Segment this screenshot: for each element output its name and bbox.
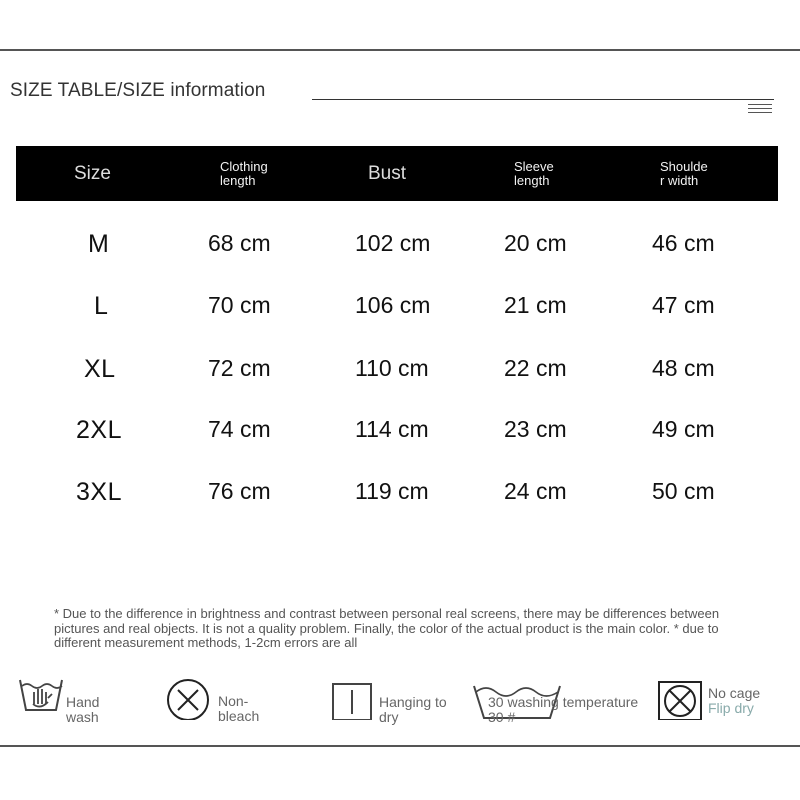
header-bust: Bust [368, 162, 407, 184]
care-no-tumble-dry: No cage Flip dry [657, 674, 777, 730]
cell-size: XL [84, 355, 116, 383]
disclaimer-note: * Due to the difference in brightness and contrast between personal real screens, there may be differences between pictures and real objects. It is not a quality problem. Finally, the color of the actual product is the main color. * due to different measurement methods, 1-2cm errors are all [54, 606, 720, 650]
cell-bust: 110 cm [355, 355, 429, 381]
cell-bust: 102 cm [355, 230, 431, 256]
care-hand-wash: Hand wash [18, 674, 128, 730]
care-wash-temperature: 30 washing temperature 30 # [472, 674, 652, 730]
menu-lines-icon [748, 104, 772, 114]
cell-bust: 119 cm [355, 478, 429, 504]
table-row [0, 416, 800, 456]
cell-shoulder: 49 cm [652, 416, 715, 442]
cell-size: 3XL [76, 478, 122, 506]
header-shoulder-width: Shoulde r width [660, 158, 708, 188]
header-size: Size [74, 162, 111, 184]
cell-sleeve: 21 cm [504, 292, 567, 318]
cell-shoulder: 47 cm [652, 292, 715, 318]
cell-size: M [88, 230, 110, 258]
cell-length: 76 cm [208, 478, 271, 504]
cell-sleeve: 23 cm [504, 416, 567, 442]
cell-size: L [94, 292, 109, 320]
cell-shoulder: 50 cm [652, 478, 715, 504]
cell-sleeve: 24 cm [504, 478, 567, 504]
table-row [0, 355, 800, 395]
header-sleeve-length: Sleeve length [514, 158, 554, 188]
hand-wash-icon [18, 674, 64, 716]
cell-length: 74 cm [208, 416, 271, 442]
cell-length: 72 cm [208, 355, 271, 381]
top-divider [0, 49, 800, 51]
header-clothing-length: Clothing length [220, 158, 268, 188]
hang-dry-icon [331, 674, 373, 720]
page-title: SIZE TABLE/SIZE information [10, 80, 266, 101]
table-row [0, 230, 800, 270]
cell-bust: 114 cm [355, 416, 429, 442]
cell-sleeve: 20 cm [504, 230, 567, 256]
cell-shoulder: 48 cm [652, 355, 715, 381]
title-rule [312, 99, 774, 100]
bottom-divider [0, 745, 800, 747]
cell-bust: 106 cm [355, 292, 431, 318]
care-non-bleach: Non- bleach [165, 674, 275, 730]
cell-length: 68 cm [208, 230, 271, 256]
table-row [0, 478, 800, 518]
non-bleach-icon [165, 674, 211, 720]
table-row [0, 292, 800, 332]
cell-length: 70 cm [208, 292, 271, 318]
table-header [16, 146, 778, 201]
cell-shoulder: 46 cm [652, 230, 715, 256]
care-hang-dry: Hanging to dry [331, 674, 461, 730]
cell-size: 2XL [76, 416, 122, 444]
cell-sleeve: 22 cm [504, 355, 567, 381]
no-tumble-dry-icon [657, 674, 703, 720]
